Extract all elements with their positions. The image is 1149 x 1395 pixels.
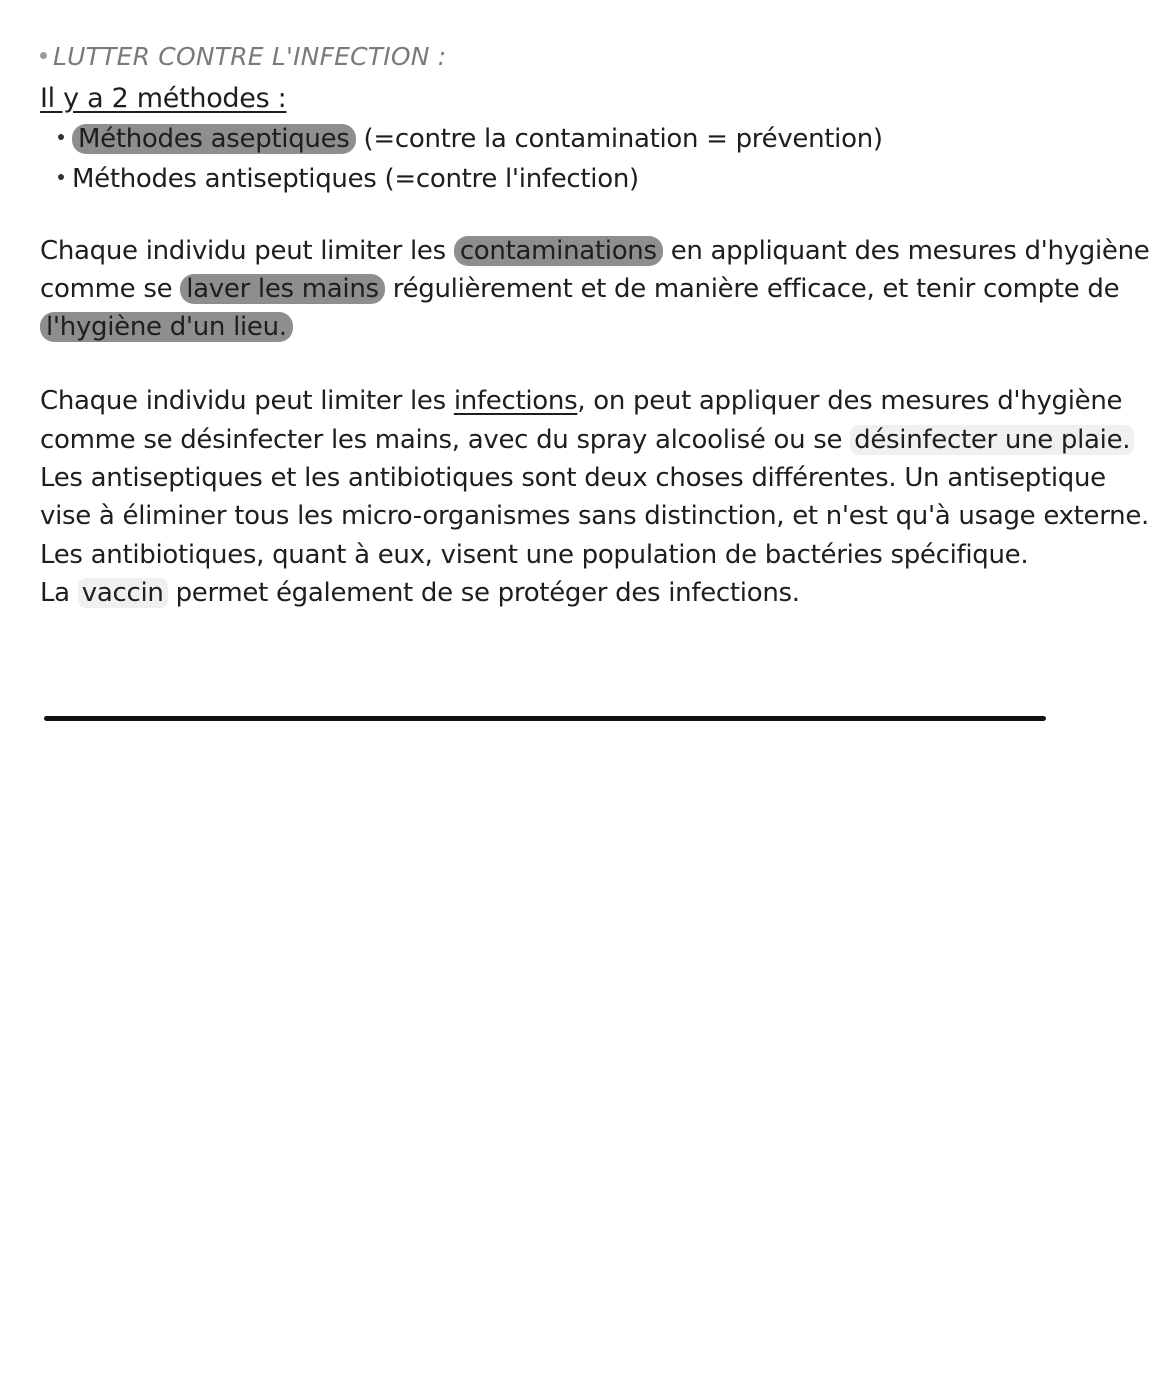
text-run: Chaque individu peut limiter les: [40, 386, 454, 416]
paragraph-2-line: [40, 382, 1122, 420]
bullet-dot-icon: [58, 134, 64, 140]
text-run: Chaque individu peut limiter les: [40, 236, 454, 266]
text-run: comme se: [40, 274, 181, 304]
underlined-infections: infections: [453, 386, 578, 416]
bullet-dot-icon: [58, 174, 64, 180]
paragraph-2-line: vise à éliminer tous les micro-organismes sans distinction, et n'est qu'à usage externe.: [40, 501, 1149, 531]
highlight-hygiene-lieu: l'hygiène d'un lieu.: [40, 312, 293, 342]
paragraph-1-line: [40, 270, 1119, 308]
paragraph-2-line: Les antiseptiques et les antibiotiques sont deux choses différentes. Un antiseptique: [40, 463, 1106, 493]
section-title: [40, 38, 446, 76]
highlight-desinfecter-plaie: désinfecter une plaie.: [850, 425, 1134, 455]
section-title-text: LUTTER CONTRE L'INFECTION :: [53, 42, 447, 71]
method-term-highlight: Méthodes aseptiques: [72, 124, 356, 154]
method-desc: (=contre la contamination = prévention): [355, 124, 883, 154]
method-desc: (=contre l'infection): [376, 164, 639, 194]
text-run: en appliquant des mesures d'hygiène: [662, 236, 1149, 266]
paragraph-2-line: Les antibiotiques, quant à eux, visent une population de bactéries spécifique.: [40, 540, 1029, 570]
highlight-contaminations: contaminations: [454, 236, 663, 266]
method-term: Méthodes antiseptiques: [72, 164, 377, 194]
intro-line: Il y a 2 méthodes :: [40, 83, 287, 114]
bullet-dot-icon: [40, 52, 47, 59]
text-run: permet également de se protéger des infections.: [167, 578, 800, 608]
method-item: [56, 160, 639, 198]
highlight-laver-les-mains: laver les mains: [180, 274, 385, 304]
text-run: comme se désinfecter les mains, avec du spray alcoolisé ou se: [40, 425, 851, 455]
method-item: [56, 120, 883, 158]
separator-line: [44, 716, 1046, 721]
paragraph-2-line: [40, 574, 800, 612]
paragraph-2-line: [40, 421, 1134, 459]
text-run: , on peut appliquer des mesures d'hygiène: [577, 386, 1123, 416]
highlight-vaccin: vaccin: [78, 578, 168, 608]
paragraph-1-line: [40, 232, 1149, 270]
text-run: régulièrement et de manière efficace, et tenir compte de: [384, 274, 1120, 304]
paragraph-1-line: [40, 308, 293, 346]
text-run: La: [40, 578, 78, 608]
